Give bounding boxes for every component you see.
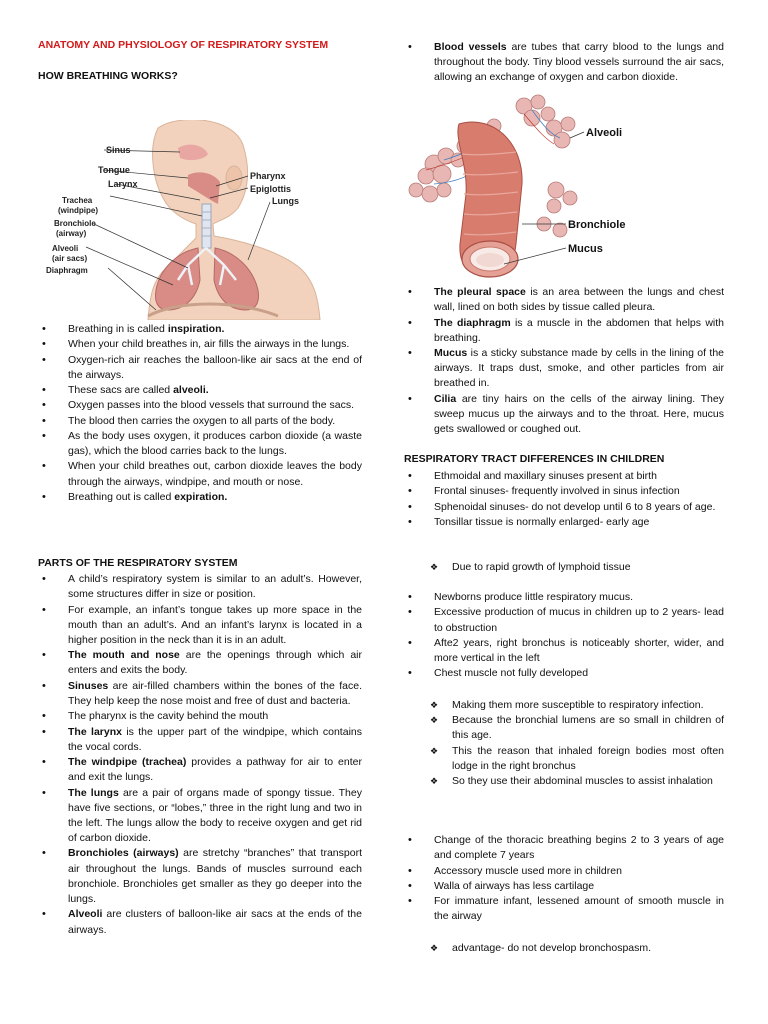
list-item: • Bronchioles (airways) are stretchy “branches” that transport air throughout the lungs. Bands of muscles surround each bronchiole. Bronchioles get smaller as they go deeper into the lungs. [38, 846, 362, 907]
list-item: • Newborns produce little respiratory mucus. [404, 590, 724, 605]
list-item: • Oxygen passes into the blood vessels that surround the sacs. [38, 398, 362, 413]
label-pharynx: Pharynx [250, 171, 286, 181]
list-item: • Breathing in is called inspiration. [38, 322, 362, 337]
label-mucus: Mucus [568, 243, 603, 255]
more-parts-list [404, 285, 724, 437]
label-trachea: Trachea [62, 196, 93, 205]
label-epiglottis: Epiglottis [250, 184, 291, 194]
list-item: • Cilia are tiny hairs on the cells of the airway lining. They sweep mucus up the airways and to the throat. Here, mucus gets swallowed or coughed out. [404, 392, 724, 438]
sub-list-item: ❖ Because the bronchial lumens are so small in children of this age. [404, 713, 724, 743]
label-alveoli: Alveoli [52, 244, 79, 253]
label-larynx: Larynx [108, 179, 138, 189]
list-item: • The windpipe (trachea) provides a pathway for air to enter and exit the lungs. [38, 755, 362, 785]
sub-list-item: ❖ Due to rapid growth of lymphoid tissue [404, 560, 724, 575]
section-heading-parts: PARTS OF THE RESPIRATORY SYSTEM [38, 557, 238, 569]
label-tongue: Tongue [98, 165, 130, 175]
sub-list-item: ❖ This the reason that inhaled foreign bodies most often lodge in the right bronchus [404, 744, 724, 774]
list-item: • Oxygen-rich air reaches the balloon-like air sacs at the end of the airways. [38, 353, 362, 383]
sub-list-item: ❖ advantage- do not develop bronchospasm. [404, 941, 724, 956]
sub-list-item: ❖ So they use their abdominal muscles to assist inhalation [404, 774, 724, 789]
differences-list-1 [404, 469, 724, 530]
label-windpipe: (windpipe) [58, 206, 98, 215]
label-diaphragm: Diaphragm [46, 266, 88, 275]
section-heading-breathing: HOW BREATHING WORKS? [38, 70, 178, 82]
label-sinus: Sinus [106, 145, 131, 155]
differences-list-2 [404, 590, 724, 682]
list-item: • Sphenoidal sinuses- do not develop until 6 to 8 years of age. [404, 500, 724, 515]
list-item: • Change of the thoracic breathing begins 2 to 3 years of age and complete 7 years [404, 833, 724, 863]
section-heading-differences: RESPIRATORY TRACT DIFFERENCES IN CHILDREN [404, 453, 665, 465]
list-item: • When your child breathes out, carbon dioxide leaves the body through the airways, windpipe, and mouth or nose. [38, 459, 362, 489]
document-title: ANATOMY AND PHYSIOLOGY OF RESPIRATORY SYSTEM [38, 39, 329, 51]
label-alveoli: Alveoli [586, 127, 623, 139]
label-bronchiole: Bronchiole [568, 219, 626, 231]
sub-list-item: ❖ Making them more susceptible to respiratory infection. [404, 698, 724, 713]
differences-list-3 [404, 833, 724, 925]
label-lungs: Lungs [272, 196, 299, 206]
list-item: • The pharynx is the cavity behind the mouth [38, 709, 362, 724]
list-item: • Frontal sinuses- frequently involved in sinus infection [404, 484, 724, 499]
list-item: • As the body uses oxygen, it produces carbon dioxide (a waste gas), which the blood carries back to the lungs. [38, 429, 362, 459]
list-item: • Accessory muscle used more in children [404, 864, 724, 879]
label-bronchiole: Bronchiole [54, 219, 96, 228]
parts-list [38, 572, 362, 938]
list-item: • For immature infant, lessened amount of smooth muscle in the airway [404, 894, 724, 924]
list-item: • The blood then carries the oxygen to all parts of the body. [38, 414, 362, 429]
list-item: • When your child breathes in, air fills the airways in the lungs. [38, 337, 362, 352]
list-item: • Blood vessels are tubes that carry blood to the lungs and throughout the body. Tiny blood vessels surround the air sacs, allowing an exchange of oxygen and carbon dioxide. [404, 40, 724, 86]
blood-vessels-list [404, 40, 724, 86]
list-item: • The lungs are a pair of organs made of spongy tissue. They have five sections, or “lobes,” three in the right lung and two in the left. The lungs allow the body to receive oxygen and get rid of carbon dioxide. [38, 786, 362, 847]
list-item: • The diaphragm is a muscle in the abdomen that helps with breathing. [404, 316, 724, 346]
list-item: • Alveoli are clusters of balloon-like air sacs at the ends of the airways. [38, 907, 362, 937]
sub-list-2 [404, 698, 724, 789]
list-item: • These sacs are called alveoli. [38, 383, 362, 398]
list-item: • Chest muscle not fully developed [404, 666, 724, 681]
sub-list-3 [404, 941, 724, 956]
bronchiole-alveoli-figure [404, 94, 724, 284]
label-airway: (airway) [56, 229, 87, 238]
list-item: • Ethmoidal and maxillary sinuses present at birth [404, 469, 724, 484]
sub-list-1 [404, 560, 724, 575]
breathing-list [38, 322, 362, 505]
list-item: • A child’s respiratory system is similar to an adult’s. However, some structures differ in size or position. [38, 572, 362, 602]
list-item: • Excessive production of mucus in children up to 2 years- lead to obstruction [404, 605, 724, 635]
list-item: • Sinuses are air-filled chambers within the bones of the face. They help keep the nose moist and free of dust and bacteria. [38, 679, 362, 709]
list-item: • Afte2 years, right bronchus is noticeably shorter, wider, and more vertical in the left [404, 636, 724, 666]
list-item: • Mucus is a sticky substance made by cells in the lining of the airways. It traps dust, smoke, and other particles from air breathed in. [404, 346, 724, 392]
list-item: • The larynx is the upper part of the windpipe, which contains the vocal cords. [38, 725, 362, 755]
list-item: • For example, an infant’s tongue takes up more space in the mouth than an adult’s. And an infant’s larynx is located in a higher position in the neck than it is in an adult. [38, 603, 362, 649]
list-item: • The pleural space is an area between the lungs and chest wall, lined on both sides by tissue called pleura. [404, 285, 724, 315]
list-item: • Breathing out is called expiration. [38, 490, 362, 505]
label-air-sacs: (air sacs) [52, 254, 88, 263]
child-anatomy-figure [38, 120, 338, 320]
list-item: • The mouth and nose are the openings through which air enters and exits the body. [38, 648, 362, 678]
list-item: • Tonsillar tissue is normally enlarged- early age [404, 515, 724, 530]
list-item: • Walla of airways has less cartilage [404, 879, 724, 894]
